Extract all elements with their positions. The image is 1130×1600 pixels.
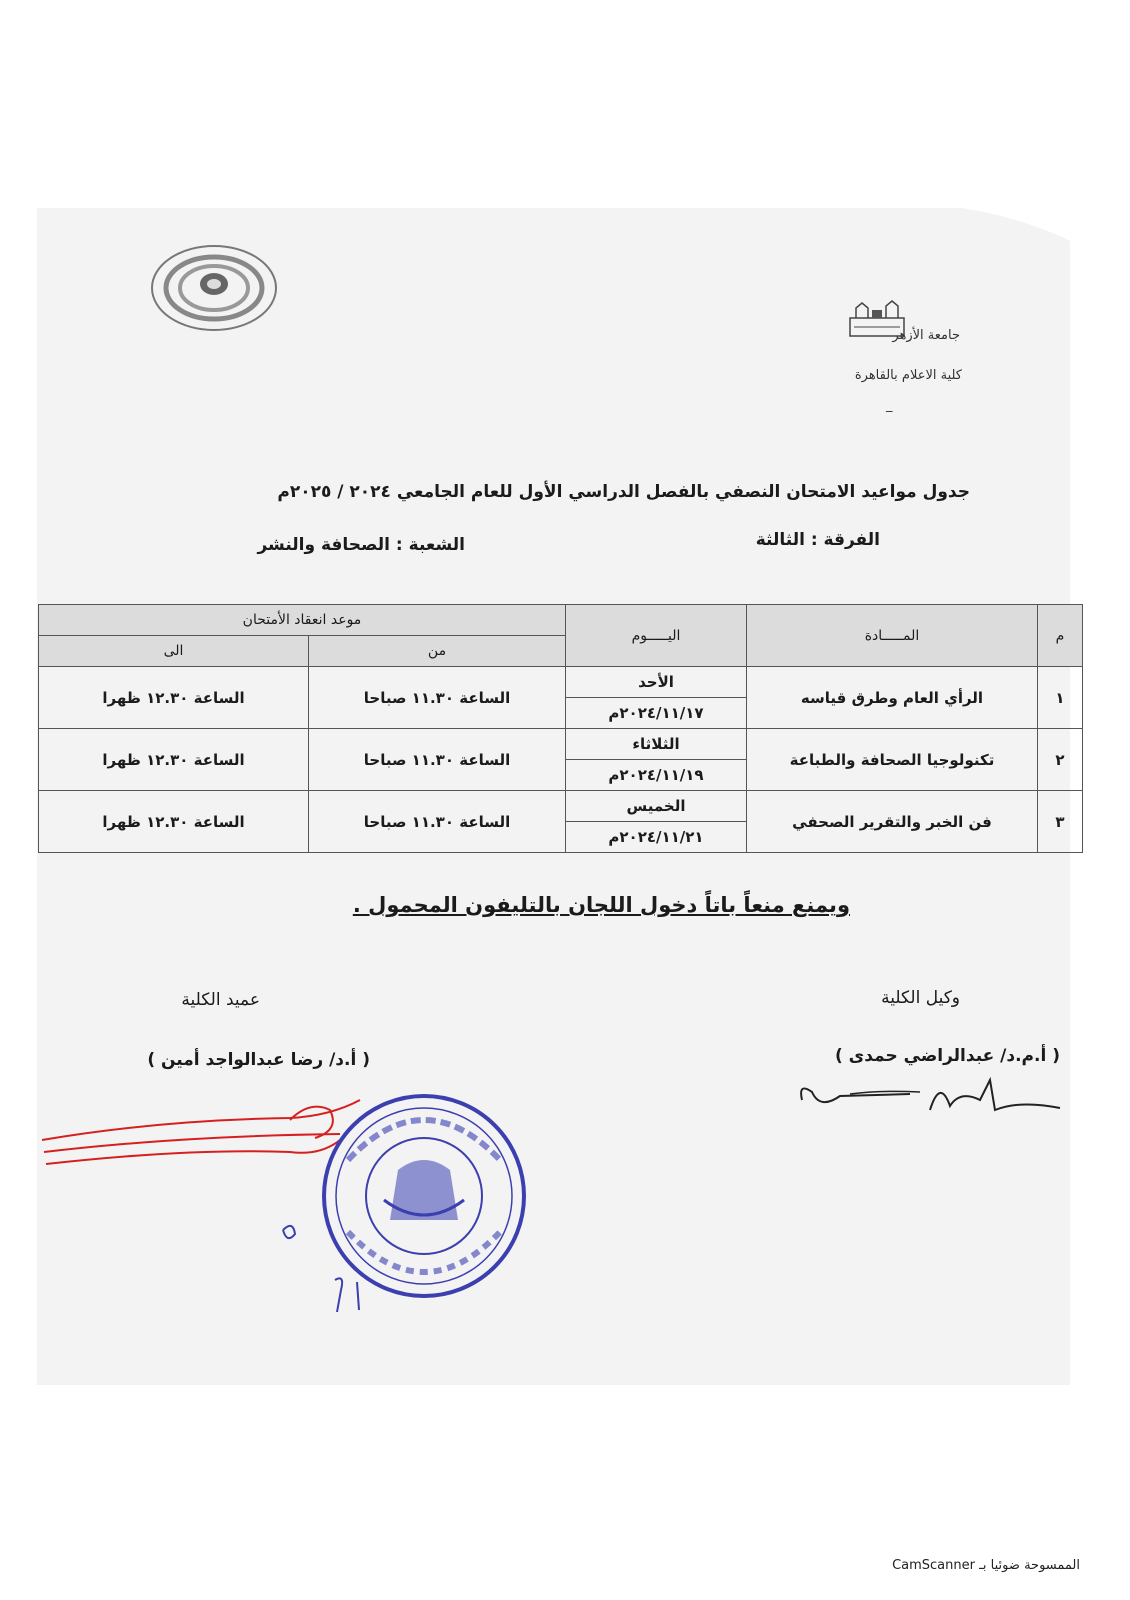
row-from: الساعة ١١.٣٠ صباحا xyxy=(309,667,566,729)
row-day: الأحد xyxy=(566,667,747,698)
row-date: ٢٠٢٤/١١/١٩م xyxy=(566,760,747,791)
row-subject: فن الخبر والتقرير الصحفي xyxy=(747,791,1038,853)
table-row xyxy=(39,729,1083,760)
col-header-to: الى xyxy=(39,636,309,667)
faculty-name: كلية الاعلام بالقاهرة xyxy=(854,368,962,383)
row-number: ٣ xyxy=(1038,791,1083,853)
table-row xyxy=(39,667,1083,698)
row-from: الساعة ١١.٣٠ صباحا xyxy=(309,791,566,853)
col-header-num: م xyxy=(1038,605,1083,667)
dean-label: عميد الكلية xyxy=(181,990,260,1010)
table-row xyxy=(39,791,1083,822)
col-header-from: من xyxy=(309,636,566,667)
exam-schedule-table xyxy=(38,604,1083,853)
row-day: الخميس xyxy=(566,791,747,822)
row-subject: تكنولوجيا الصحافة والطباعة xyxy=(747,729,1038,791)
row-date: ٢٠٢٤/١١/٢١م xyxy=(566,822,747,853)
division-label: الشعبة : الصحافة والنشر xyxy=(257,535,465,555)
row-to: الساعة ١٢.٣٠ ظهرا xyxy=(39,667,309,729)
vice-dean-signature xyxy=(790,1070,1070,1130)
page-title: جدول مواعيد الامتحان النصفي بالفصل الدراسي الأول للعام الجامعي ٢٠٢٤ / ٢٠٢٥م xyxy=(277,482,970,502)
college-seal-icon xyxy=(146,242,282,338)
row-number: ٢ xyxy=(1038,729,1083,791)
level-label: الفرقة : الثالثة xyxy=(755,530,880,550)
camscanner-footer: الممسوحة ضوئيا بـ CamScanner xyxy=(892,1558,1080,1573)
row-to: الساعة ١٢.٣٠ ظهرا xyxy=(39,791,309,853)
vice-dean-label: وكيل الكلية xyxy=(881,988,960,1008)
row-from: الساعة ١١.٣٠ صباحا xyxy=(309,729,566,791)
header-dash: _ xyxy=(886,398,893,413)
vice-dean-name: ( أ.م.د/ عبدالراضي حمدى ) xyxy=(834,1046,1060,1066)
col-header-day: اليـــــوم xyxy=(566,605,747,667)
row-number: ١ xyxy=(1038,667,1083,729)
handwritten-marks xyxy=(275,1220,375,1320)
dean-name: ( أ.د/ رضا عبدالواجد أمين ) xyxy=(147,1050,370,1070)
phone-ban-notice: ويمنع منعاً باتاً دخول اللجان بالتليفون المحمول . xyxy=(352,893,850,917)
row-day: الثلاثاء xyxy=(566,729,747,760)
paper-curl xyxy=(900,200,1130,280)
university-name: جامعة الأزهر xyxy=(892,328,960,343)
row-subject: الرأي العام وطرق قياسه xyxy=(747,667,1038,729)
row-date: ٢٠٢٤/١١/١٧م xyxy=(566,698,747,729)
row-to: الساعة ١٢.٣٠ ظهرا xyxy=(39,729,309,791)
col-header-exam-time: موعد انعقاد الأمتحان xyxy=(39,605,566,636)
col-header-subject: المـــــادة xyxy=(747,605,1038,667)
